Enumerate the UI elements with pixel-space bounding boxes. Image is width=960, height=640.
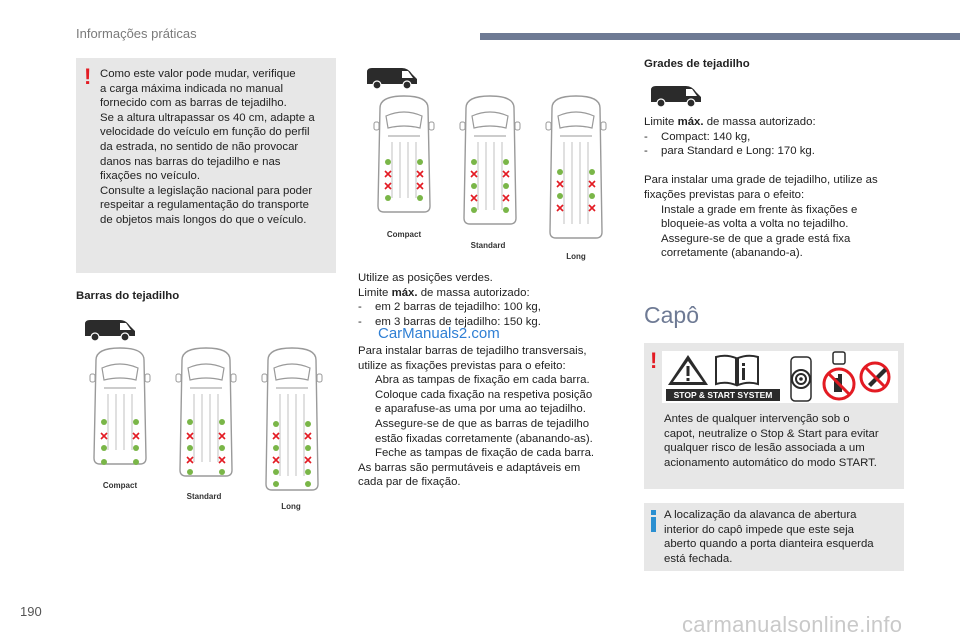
racks-limit-1: - Compact: 140 kg, <box>644 130 751 143</box>
warning-icon: ! <box>84 64 92 89</box>
van-windshield <box>188 364 224 380</box>
fixation-green-dot <box>471 159 477 165</box>
middle-step: Feche as tampas de fixação de cada barra. <box>375 447 595 460</box>
triangle-warning-icon <box>666 353 710 387</box>
left-warning-line: danos nas barras do tejadilho e nas <box>100 155 281 168</box>
middle-limit-1: - em 2 barras de tejadilho: 100 kg, <box>358 301 541 314</box>
middle-step: Abra as tampas de fixação em cada barra. <box>375 374 590 387</box>
van-windshield <box>472 112 508 128</box>
middle-intro: Utilize as posições verdes. <box>358 272 493 284</box>
middle-install-intro-1: Para instalar barras de tejadilho transversais, <box>358 344 587 357</box>
label-long-left: Long <box>281 502 301 511</box>
page-number: 190 <box>20 604 42 619</box>
left-warning-line: Como este valor pode mudar, verifique <box>100 68 296 80</box>
left-warning-line: da estrada, no sentido de não provocar <box>100 140 299 153</box>
label-compact-middle: Compact <box>386 230 422 239</box>
racks-install-intro-2: fixações previstas para o efeito: <box>644 188 805 201</box>
fan-icon <box>788 355 814 403</box>
capo-warning-line: acionamento automático do modo START. <box>664 456 877 469</box>
label-compact-left: Compact <box>102 481 138 490</box>
capo-warning-line: Antes de qualquer intervenção sob o <box>664 413 850 425</box>
van-mirror <box>374 122 379 130</box>
van-windshield <box>102 364 138 380</box>
left-warning-text <box>100 67 334 228</box>
info-icon <box>650 510 656 532</box>
van-mirror <box>515 122 520 130</box>
fixation-green-dot <box>417 159 423 165</box>
label-standard-middle: Standard <box>470 241 506 250</box>
middle-step: Coloque cada fixação na respetiva posição <box>375 388 593 401</box>
fixation-green-dot <box>557 169 563 175</box>
middle-step: estão fixadas corretamente (abanando-as). <box>375 432 593 445</box>
fixation-green-dot <box>417 195 423 201</box>
left-warning-line: Se a altura ultrapassar os 40 cm, adapte a <box>100 111 315 124</box>
van-top-long-middle <box>542 94 610 254</box>
fixation-green-dot <box>219 419 225 425</box>
label-long-middle: Long <box>566 252 586 261</box>
van-mirror <box>429 122 434 130</box>
van-mirror <box>90 374 95 382</box>
van-side-icon-middle <box>364 62 420 92</box>
fixation-green-dot <box>133 445 139 451</box>
no-hand-icon <box>822 352 858 402</box>
fixation-green-dot <box>503 183 509 189</box>
van-top-compact-left <box>86 346 154 486</box>
fixation-green-dot <box>273 445 279 451</box>
fixation-green-dot <box>503 207 509 213</box>
fixation-green-dot <box>219 445 225 451</box>
roof-bars-title: Barras do tejadilho <box>76 290 180 302</box>
racks-limit-2: - para Standard e Long: 170 kg. <box>644 145 815 158</box>
fixation-green-dot <box>219 469 225 475</box>
fixation-green-dot <box>133 459 139 465</box>
fixation-green-dot <box>589 193 595 199</box>
van-mirror <box>262 374 267 382</box>
section-header: Informações práticas <box>76 26 197 41</box>
van-side-icon-right <box>648 80 704 110</box>
middle-closing-1: As barras são permutáveis e adaptáveis em <box>358 461 581 474</box>
capo-warning-icon: ! <box>650 348 658 373</box>
van-top-compact-middle <box>370 94 438 234</box>
fixation-green-dot <box>471 183 477 189</box>
label-standard-left: Standard <box>186 492 222 501</box>
fixation-green-dot <box>187 469 193 475</box>
fixation-green-dot <box>101 419 107 425</box>
racks-step: bloqueie-as volta a volta no tejadilho. <box>661 218 849 231</box>
roof-racks-title: Grades de tejadilho <box>644 58 750 70</box>
no-wrench-icon <box>858 358 894 394</box>
capo-title: Capô <box>644 302 699 328</box>
capo-warning-line: qualquer risco de lesão associada a um <box>664 442 865 455</box>
left-warning-line: velocidade do veículo em função do perfil <box>100 126 310 139</box>
left-warning-line: Consulte a legislação nacional para poder <box>100 184 313 197</box>
fixation-green-dot <box>101 445 107 451</box>
van-top-standard-middle <box>456 94 524 244</box>
fixation-green-dot <box>305 421 311 427</box>
middle-closing-2: cada par de fixação. <box>358 476 461 489</box>
middle-install-intro-2: utilize as fixações previstas para o efeito: <box>358 359 566 372</box>
left-warning-line: fornecido com as barras de tejadilho. <box>100 97 287 110</box>
van-mirror <box>546 122 551 130</box>
middle-limit-2: - em 3 barras de tejadilho: 150 kg. <box>358 315 541 328</box>
capo-warning-line: capot, neutralize o Stop & Start para evitar <box>664 427 879 440</box>
left-warning-line: a carga máxima indicada no manual <box>100 82 283 95</box>
van-mirror <box>145 374 150 382</box>
site-watermark: carmanualsonline.info <box>682 612 903 637</box>
van-mirror <box>460 122 465 130</box>
stop-start-label: STOP & START SYSTEM <box>666 389 780 401</box>
fixation-green-dot <box>503 159 509 165</box>
fixation-green-dot <box>305 481 311 487</box>
left-warning-line: fixações no veículo. <box>100 170 201 183</box>
van-top-long-left <box>258 346 326 506</box>
van-top-standard-left <box>172 346 240 496</box>
fixation-green-dot <box>187 445 193 451</box>
fixation-green-dot <box>187 419 193 425</box>
capo-info-line: está fechada. <box>664 552 733 565</box>
middle-step: Assegure-se de que as barras de tejadilho <box>375 417 590 430</box>
van-mirror <box>317 374 322 382</box>
fixation-green-dot <box>273 421 279 427</box>
fixation-green-dot <box>589 169 595 175</box>
racks-step: Assegure-se de que a grade está fixa <box>661 232 851 245</box>
van-windshield <box>274 364 310 380</box>
fixation-green-dot <box>101 459 107 465</box>
fixation-green-dot <box>305 445 311 451</box>
van-mirror <box>601 122 606 130</box>
left-warning-line: respeitar a regulamentação do transporte <box>100 199 309 212</box>
fixation-green-dot <box>305 469 311 475</box>
middle-limit: Limite máx. de massa autorizado: <box>358 286 530 299</box>
van-side-icon-left <box>82 314 138 344</box>
capo-info-line: A localização da alavanca de abertura <box>664 509 857 521</box>
fixation-green-dot <box>385 195 391 201</box>
fixation-green-dot <box>557 193 563 199</box>
header-accent-bar <box>480 33 960 40</box>
carmanuals2-watermark: CarManuals2.com <box>378 325 500 342</box>
van-windshield <box>386 112 422 128</box>
capo-info-line: aberto quando a porta dianteira esquerda <box>664 538 874 551</box>
middle-text <box>358 271 628 490</box>
manual-book-icon <box>714 353 760 387</box>
fixation-green-dot <box>471 207 477 213</box>
racks-step: corretamente (abanando-a). <box>661 247 803 260</box>
capo-info-text <box>664 508 902 566</box>
fixation-green-dot <box>273 469 279 475</box>
fixation-green-dot <box>133 419 139 425</box>
van-mirror <box>231 374 236 382</box>
racks-step: Instale a grade em frente às fixações e <box>661 203 858 216</box>
van-mirror <box>176 374 181 382</box>
left-warning-line: de objetos mais longos do que o veículo. <box>100 213 307 226</box>
van-windshield <box>558 112 594 128</box>
capo-warning-text <box>664 412 902 470</box>
racks-install-intro-1: Para instalar uma grade de tejadilho, utilize as <box>644 174 878 187</box>
capo-info-line: interior do capô impede que este seja <box>664 523 854 536</box>
roof-racks-text <box>644 115 914 261</box>
fixation-green-dot <box>385 159 391 165</box>
fixation-green-dot <box>273 481 279 487</box>
racks-limit: Limite máx. de massa autorizado: <box>644 116 816 128</box>
middle-step: e aparafuse-as uma por uma ao tejadilho. <box>375 403 586 416</box>
